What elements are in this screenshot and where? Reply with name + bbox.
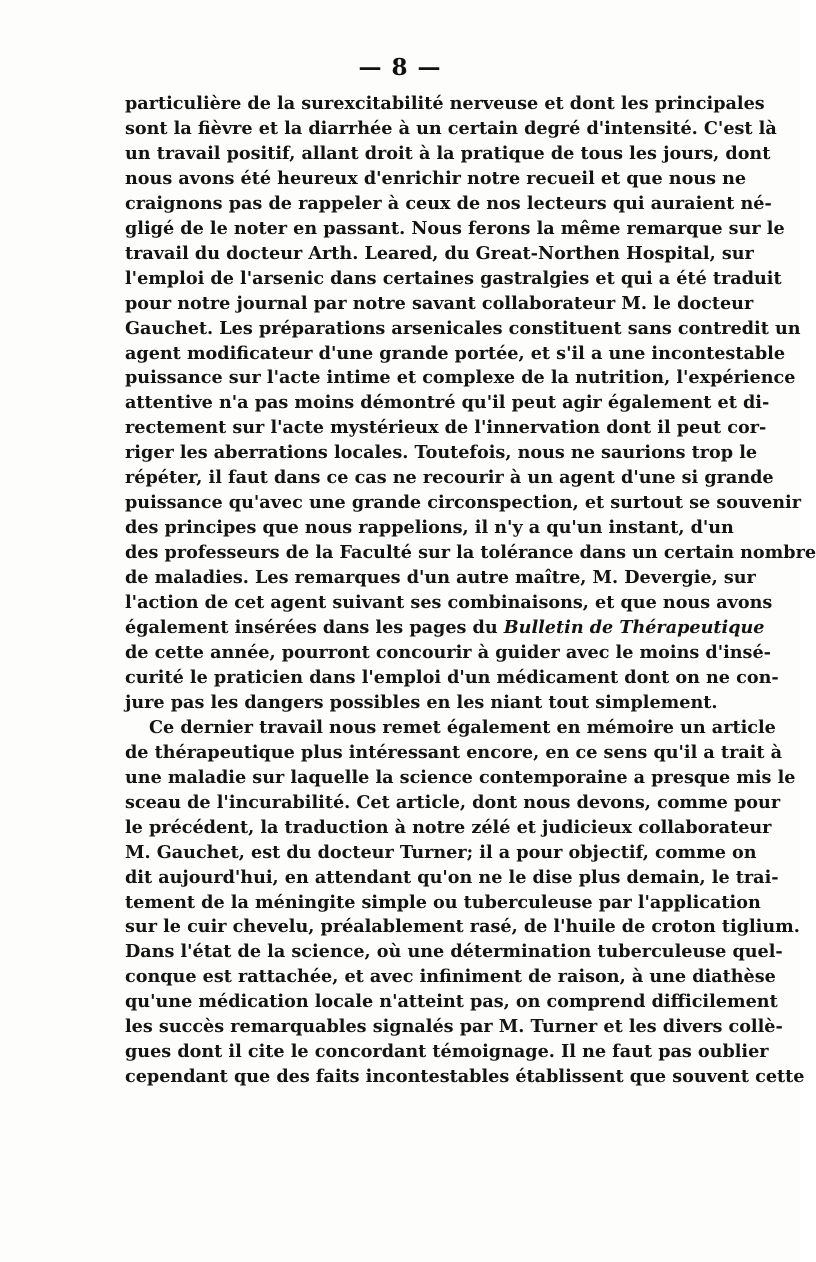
text-line: puissance sur l'acte intime et complexe de la nutrition, l'expérience bbox=[125, 367, 796, 389]
text-line: puissance qu'avec une grande circonspection, et surtout se souvenir bbox=[125, 492, 801, 514]
text-line: craignons pas de rappeler à ceux de nos lecteurs qui auraient né- bbox=[125, 192, 772, 214]
text-line: des professeurs de la Faculté sur la tolérance dans un certain nombre bbox=[125, 542, 816, 564]
paragraph-2 bbox=[125, 716, 805, 1090]
text-line: une maladie sur laquelle la science contemporaine a presque mis le bbox=[125, 766, 796, 788]
text-line: un travail positif, allant droit à la pratique de tous les jours, dont bbox=[125, 142, 771, 164]
text-line: curité le praticien dans l'emploi d'un médicament dont on ne con- bbox=[125, 666, 779, 688]
text-line: nous avons été heureux d'enrichir notre recueil et que nous ne bbox=[125, 167, 747, 189]
text-line: le précédent, la traduction à notre zélé et judicieux collaborateur bbox=[125, 816, 772, 838]
text-line: l'action de cet agent suivant ses combinaisons, et que nous avons bbox=[125, 592, 773, 614]
text-line: rectement sur l'acte mystérieux de l'innervation dont il peut cor- bbox=[125, 417, 767, 439]
text-line: sur le cuir chevelu, préalablement rasé, de l'huile de croton tiglium. bbox=[125, 916, 800, 938]
text-line: Gauchet. Les préparations arsenicales constituent sans contredit un bbox=[125, 317, 801, 339]
text-line: tement de la méningite simple ou tuberculeuse par l'application bbox=[125, 891, 761, 913]
text-line: agent modificateur d'une grande portée, et s'il a une incontestable bbox=[125, 342, 786, 364]
text-line: qu'une médication locale n'atteint pas, on comprend difficilement bbox=[125, 991, 778, 1013]
text-line: gues dont il cite le concordant témoignage. Il ne faut pas oublier bbox=[125, 1041, 769, 1063]
text-line: également insérées dans les pages du Bulletin de Thérapeutique bbox=[125, 617, 765, 639]
text-line: sceau de l'incurabilité. Cet article, dont nous devons, comme pour bbox=[125, 791, 781, 813]
text-line: l'emploi de l'arsenic dans certaines gastralgies et qui a été traduit bbox=[125, 267, 782, 289]
text-line: travail du docteur Arth. Leared, du Great-Northen Hospital, sur bbox=[125, 242, 754, 264]
text-line: de thérapeutique plus intéressant encore, en ce sens qu'il a trait à bbox=[125, 741, 783, 763]
text-line: Ce dernier travail nous remet également en mémoire un article bbox=[149, 716, 776, 738]
text-line: de maladies. Les remarques d'un autre maître, M. Devergie, sur bbox=[125, 567, 756, 589]
text-line: pour notre journal par notre savant collaborateur M. le docteur bbox=[125, 292, 754, 314]
text-line: gligé de le noter en passant. Nous ferons la même remarque sur le bbox=[125, 217, 785, 239]
text-line: dit aujourd'hui, en attendant qu'on ne le dise plus demain, le trai- bbox=[125, 866, 779, 888]
text-line: les succès remarquables signalés par M. Turner et les divers collè- bbox=[125, 1016, 783, 1038]
text-line: jure pas les dangers possibles en les niant tout simplement. bbox=[125, 691, 718, 713]
text-line: sont la fièvre et la diarrhée à un certain degré d'intensité. C'est là bbox=[125, 117, 777, 139]
text-line: de cette année, pourront concourir à guider avec le moins d'insé- bbox=[125, 641, 771, 663]
text-line: riger les aberrations locales. Toutefois, nous ne saurions trop le bbox=[125, 442, 758, 464]
text-line: particulière de la surexcitabilité nerveuse et dont les principales bbox=[125, 93, 765, 114]
text-line: répéter, il faut dans ce cas ne recourir à un agent d'une si grande bbox=[125, 467, 774, 489]
text-line: des principes que nous rappelions, il n'y a qu'un instant, d'un bbox=[125, 517, 734, 539]
paragraph-1 bbox=[125, 92, 816, 716]
text-line: conque est rattachée, et avec infiniment de raison, à une diathèse bbox=[125, 966, 776, 988]
text-line: M. Gauchet, est du docteur Turner; il a pour objectif, comme on bbox=[125, 841, 757, 863]
body-text bbox=[125, 92, 816, 1090]
text-line: Dans l'état de la science, où une détermination tuberculeuse quel- bbox=[125, 941, 783, 963]
journal-title: Bulletin de Thérapeutique bbox=[503, 617, 765, 639]
text-line: cependant que des faits incontestables établissent que souvent cette bbox=[125, 1066, 805, 1088]
page-number: — 8 — bbox=[358, 54, 442, 81]
text-line: attentive n'a pas moins démontré qu'il peut agir également et di- bbox=[125, 392, 770, 414]
